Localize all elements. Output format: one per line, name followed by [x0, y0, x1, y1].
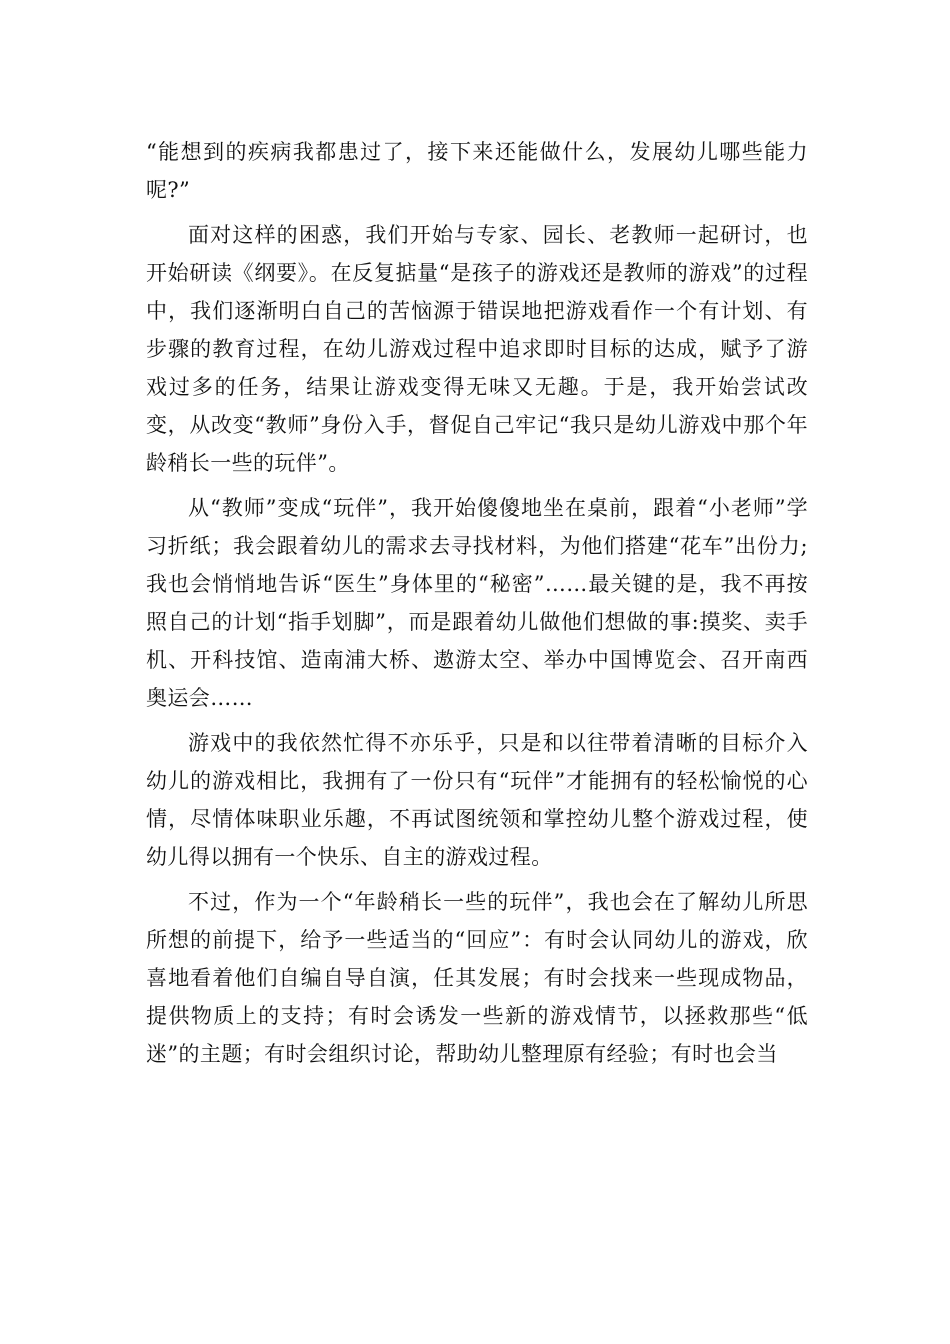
paragraph: 从“教师”变成“玩伴”，我开始傻傻地坐在桌前，跟着“小老师”学习折纸；我会跟着幼儿的需求去寻找材料，为他们搭建“花车”出份力;我也会悄悄地告诉“医生”身体里的“秘密”……最关键的是，我不再按照自己的计划“指手划脚”，而是跟着幼儿做他们想做的事:摸奖、卖手机、开科技馆、造南浦大桥、遨游太空、举办中国博览会、召开南西奥运会…… — [146, 496, 808, 710]
paragraph-continuation: “能想到的疾病我都患过了，接下来还能做什么，发展幼儿哪些能力呢?” — [146, 140, 808, 202]
body-text — [146, 133, 808, 1073]
paragraph: 游戏中的我依然忙得不亦乐乎，只是和以往带着清晰的目标介入幼儿的游戏相比，我拥有了一份只有“玩伴”才能拥有的轻松愉悦的心情，尽情体味职业乐趣，不再试图统领和掌控幼儿整个游戏过程，使幼儿得以拥有一个快乐、自主的游戏过程。 — [146, 731, 808, 869]
paragraph: 面对这样的困惑，我们开始与专家、园长、老教师一起研讨，也开始研读《纲要》。在反复掂量“是孩子的游戏还是教师的游戏”的过程中，我们逐渐明白自己的苦恼源于错误地把游戏看作一个有计划、有步骤的教育过程，在幼儿游戏过程中追求即时目标的达成，赋予了游戏过多的任务，结果让游戏变得无味又无趣。于是，我开始尝试改变，从改变“教师”身份入手，督促自己牢记“我只是幼儿游戏中那个年龄稍长一些的玩伴”。 — [146, 223, 808, 475]
paragraph: 不过，作为一个“年龄稍长一些的玩伴”，我也会在了解幼儿所思所想的前提下，给予一些适当的“回应”：有时会认同幼儿的游戏，欣喜地看着他们自编自导自演，任其发展；有时会找来一些现成物品，提供物质上的支持；有时会诱发一些新的游戏情节，以拯救那些“低迷”的主题；有时会组织讨论，帮助幼儿整理原有经验；有时也会当 — [146, 890, 808, 1066]
